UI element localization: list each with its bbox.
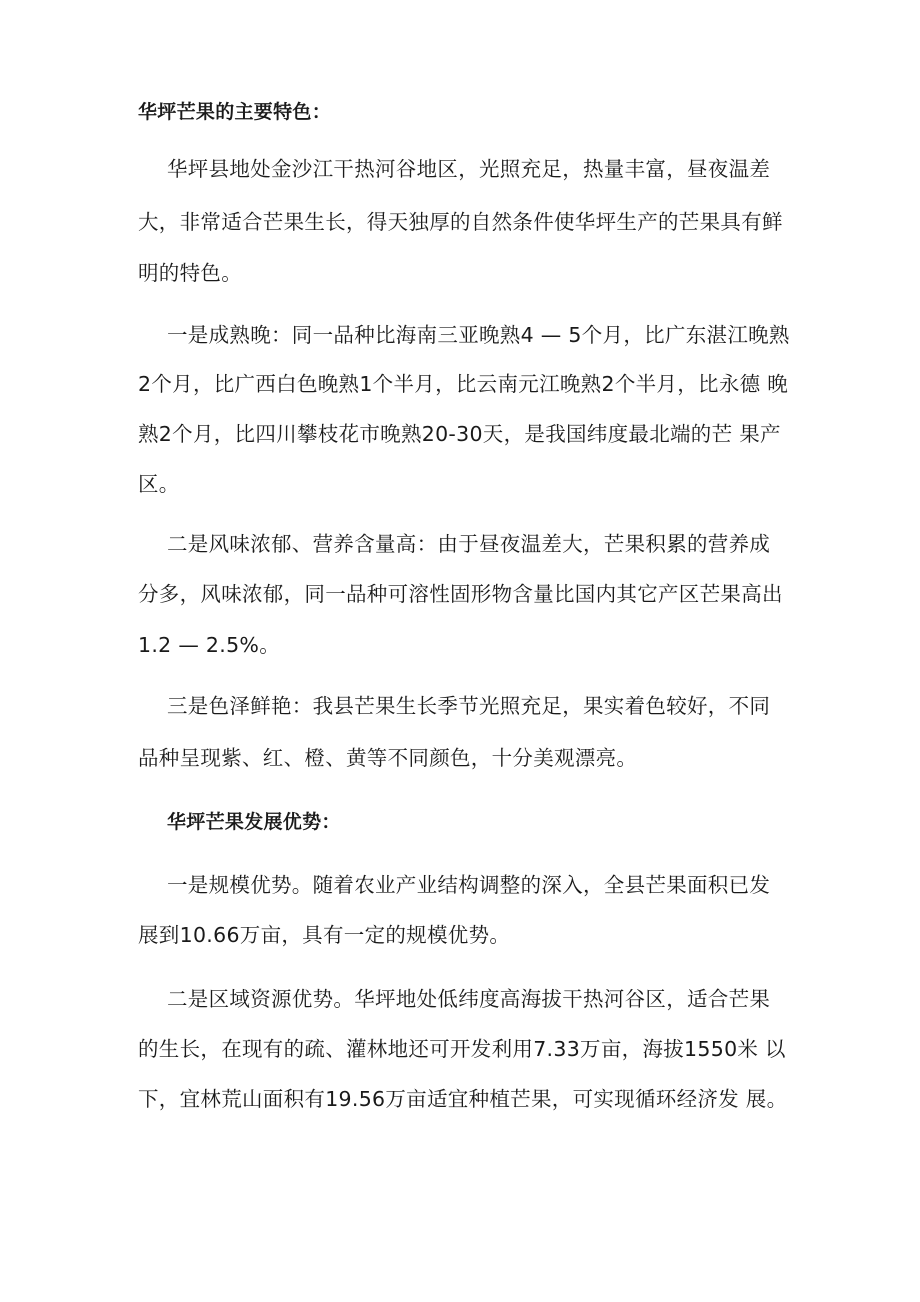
paragraph-line: 展到10.66万亩，具有一定的规模优势。 xyxy=(138,923,511,947)
paragraph-line: 的生长，在现有的疏、灌林地还可开发利用7.33万亩，海拔1550米 以 xyxy=(138,1037,786,1061)
paragraph-line: 明的特色。 xyxy=(138,261,242,285)
paragraph-line: 华坪县地处金沙江干热河谷地区，光照充足，热量丰富，昼夜温差 xyxy=(167,157,771,181)
paragraph-line: 1.2 — 2.5%。 xyxy=(138,633,281,657)
paragraph-line: 下，宜林荒山面积有19.56万亩适宜种植芒果，可实现循环经济发 展。 xyxy=(138,1087,788,1111)
paragraph-line: 熟2个月，比四川攀枝花市晚熟20-30天，是我国纬度最北端的芒 果产 xyxy=(138,422,781,446)
paragraph-line: 三是色泽鲜艳：我县芒果生长季节光照充足，果实着色较好，不同 xyxy=(167,694,771,718)
paragraph-line: 品种呈现紫、红、橙、黄等不同颜色，十分美观漂亮。 xyxy=(138,746,638,770)
section-heading-advantages: 华坪芒果发展优势： xyxy=(167,811,341,833)
paragraph-line: 2个月，比广西白色晚熟1个半月，比云南元江晚熟2个半月，比永德 晚 xyxy=(138,372,789,396)
paragraph-line: 二是风味浓郁、营养含量高：由于昼夜温差大，芒果积累的营养成 xyxy=(167,532,771,556)
paragraph-line: 一是规模优势。随着农业产业结构调整的深入，全县芒果面积已发 xyxy=(167,873,771,897)
paragraph-line: 大，非常适合芒果生长，得天独厚的自然条件使华坪生产的芒果具有鲜 xyxy=(138,210,783,234)
paragraph-line: 二是区域资源优势。华坪地处低纬度高海拔干热河谷区，适合芒果 xyxy=(167,987,771,1011)
paragraph-line: 分多，风味浓郁，同一品种可溶性固形物含量比国内其它产区芒果高出 xyxy=(138,582,783,606)
paragraph-line: 一是成熟晚：同一品种比海南三亚晚熟4 — 5个月，比广东湛江晚熟 xyxy=(167,323,790,347)
paragraph-line: 区。 xyxy=(138,472,180,496)
section-heading-features: 华坪芒果的主要特色： xyxy=(138,101,332,123)
